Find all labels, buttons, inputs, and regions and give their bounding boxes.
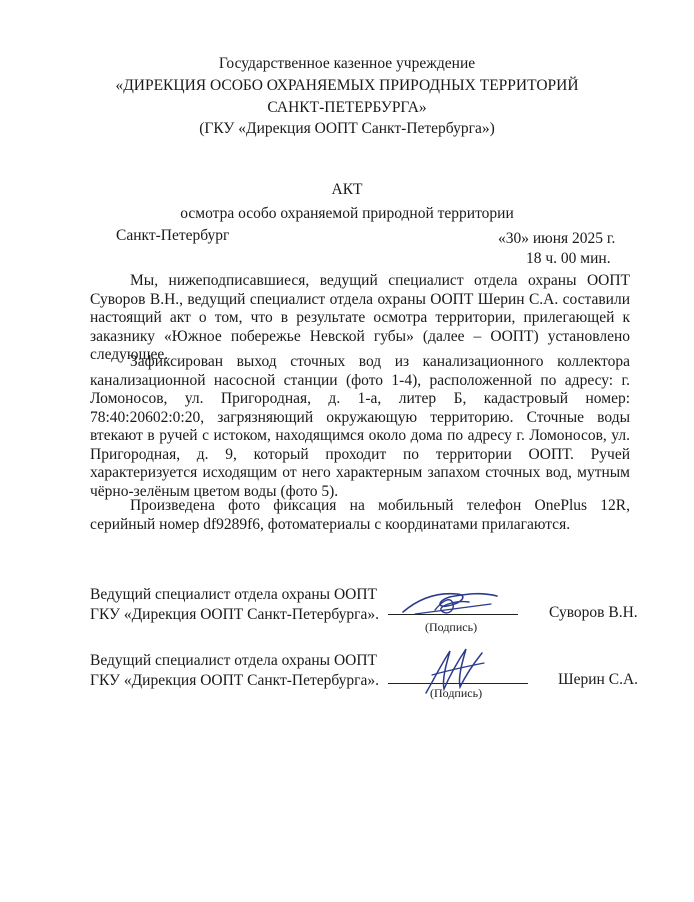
signatory-2-name: Шерин С.А. [558, 671, 639, 688]
document-date: «30» июня 2025 г. [498, 230, 616, 247]
signatory-1-organization: ГКУ «Дирекция ООПТ Санкт-Петербурга». [90, 606, 380, 623]
signature-1-caption: (Подпись) [425, 620, 478, 634]
document-title: АКТ [331, 181, 363, 198]
signatory-1-position: Ведущий специалист отдела охраны ООПТ [90, 586, 378, 603]
paragraph-2: Зафиксирован выход сточных вод из канализационного коллектора канализационной насосной станции (фото 1-4), расположенной по адресу: г. Ломоносов, ул. Пригородная, д. 1-а, литер Б, кадастровый номер: 78:40:20602:0:20, загрязняющий окружающую территорию. Сточные воды втекают в ручей с истоком, находящимся около дома по адресу г. Ломоносов, ул. Пригородная, д. 9, который проходит по территории ООПТ. Ручей характеризуется исходящим от него характерным запахом сточных вод, мутным чёрно-зелёным цветом воды (фото 5). [90, 353, 630, 500]
document-subtitle: осмотра особо охраняемой природной территории [180, 205, 514, 222]
signatory-2-organization: ГКУ «Дирекция ООПТ Санкт-Петербурга». [90, 672, 380, 689]
paragraph-1: Мы, нижеподписавшиеся, ведущий специалист отдела охраны ООПТ Суворов В.Н., ведущий специалист отдела охраны ООПТ Шерин С.А. составили настоящий акт о том, что в результате осмотра территории, прилегающей к заказнику «Южное побережье Невской губы» (далее – ООПТ) установлено следующее. [90, 272, 630, 363]
signature-1-icon [395, 582, 505, 626]
document-time: 18 ч. 00 мин. [526, 250, 611, 267]
org-name-line: «ДИРЕКЦИЯ ОСОБО ОХРАНЯЕМЫХ ПРИРОДНЫХ ТЕРРИТОРИЙ [115, 77, 579, 94]
signatory-2-position: Ведущий специалист отдела охраны ООПТ [90, 652, 378, 669]
org-city-line: САНКТ-ПЕТЕРБУРГА» [267, 99, 427, 116]
org-type-line: Государственное казенное учреждение [218, 55, 476, 72]
signature-2-icon [420, 645, 490, 697]
document-city: Санкт-Петербург [116, 227, 230, 244]
org-short-name: (ГКУ «Дирекция ООПТ Санкт-Петербурга») [199, 120, 495, 137]
signatory-1-name: Суворов В.Н. [549, 604, 638, 621]
paragraph-3: Произведена фото фиксация на мобильный телефон OnePlus 12R, серийный номер df9289f6, фотоматериалы с координатами прилагаются. [90, 497, 630, 533]
signature-2-caption: (Подпись) [430, 686, 483, 700]
